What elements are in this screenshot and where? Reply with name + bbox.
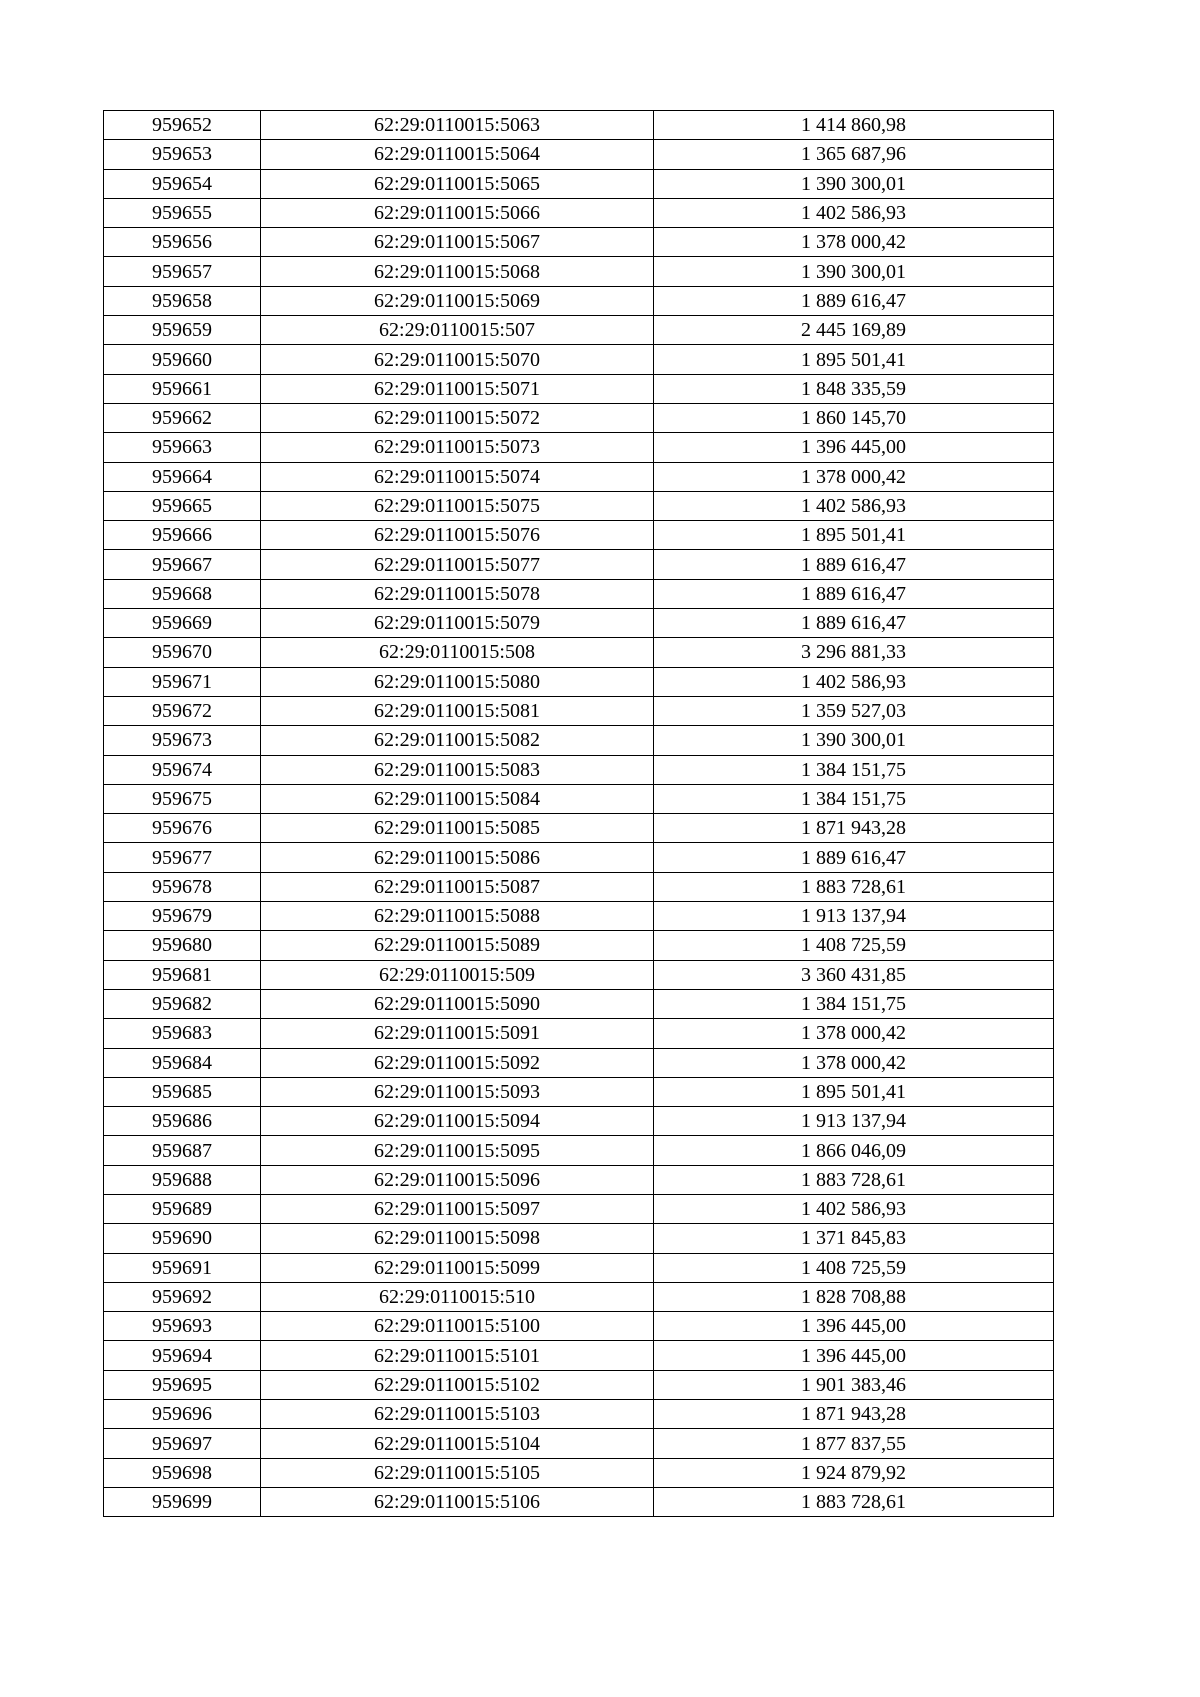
table-row <box>104 1077 1054 1106</box>
cadastral-number-cell: 62:29:0110015:5102 <box>261 1370 654 1399</box>
row-number-cell: 959668 <box>104 579 261 608</box>
cadastral-value-cell: 1 408 725,59 <box>654 931 1054 960</box>
row-number-cell: 959664 <box>104 462 261 491</box>
cadastral-number-cell: 62:29:0110015:507 <box>261 316 654 345</box>
row-number-cell: 959659 <box>104 316 261 345</box>
table-row <box>104 286 1054 315</box>
table-row <box>104 228 1054 257</box>
cadastral-value-cell: 3 360 431,85 <box>654 960 1054 989</box>
cadastral-number-cell: 62:29:0110015:5088 <box>261 902 654 931</box>
row-number-cell: 959698 <box>104 1458 261 1487</box>
cadastral-number-cell: 62:29:0110015:5084 <box>261 784 654 813</box>
cadastral-number-cell: 62:29:0110015:5092 <box>261 1048 654 1077</box>
row-number-cell: 959686 <box>104 1107 261 1136</box>
table-row <box>104 198 1054 227</box>
row-number-cell: 959674 <box>104 755 261 784</box>
table-row <box>104 169 1054 198</box>
table-row <box>104 638 1054 667</box>
cadastral-value-cell: 1 883 728,61 <box>654 1165 1054 1194</box>
cadastral-number-cell: 62:29:0110015:5095 <box>261 1136 654 1165</box>
table-row <box>104 111 1054 140</box>
row-number-cell: 959695 <box>104 1370 261 1399</box>
table-row <box>104 1370 1054 1399</box>
cadastral-value-cell: 1 883 728,61 <box>654 1487 1054 1516</box>
cadastral-value-cell: 1 402 586,93 <box>654 1194 1054 1223</box>
cadastral-value-cell: 1 871 943,28 <box>654 814 1054 843</box>
cadastral-value-cell: 1 359 527,03 <box>654 696 1054 725</box>
cadastral-number-cell: 62:29:0110015:5083 <box>261 755 654 784</box>
cadastral-number-cell: 62:29:0110015:5105 <box>261 1458 654 1487</box>
row-number-cell: 959660 <box>104 345 261 374</box>
table-row <box>104 609 1054 638</box>
row-number-cell: 959696 <box>104 1400 261 1429</box>
table-row <box>104 1282 1054 1311</box>
cadastral-number-cell: 62:29:0110015:508 <box>261 638 654 667</box>
table-row <box>104 257 1054 286</box>
cadastral-number-cell: 62:29:0110015:5082 <box>261 726 654 755</box>
table-row <box>104 1341 1054 1370</box>
table-row <box>104 755 1054 784</box>
table-row <box>104 1400 1054 1429</box>
table-row <box>104 491 1054 520</box>
table-row <box>104 814 1054 843</box>
cadastral-value-cell: 1 384 151,75 <box>654 989 1054 1018</box>
table-row <box>104 403 1054 432</box>
row-number-cell: 959692 <box>104 1282 261 1311</box>
table-row <box>104 931 1054 960</box>
cadastral-number-cell: 62:29:0110015:5077 <box>261 550 654 579</box>
cadastral-value-cell: 1 396 445,00 <box>654 1341 1054 1370</box>
cadastral-number-cell: 62:29:0110015:5096 <box>261 1165 654 1194</box>
row-number-cell: 959684 <box>104 1048 261 1077</box>
cadastral-number-cell: 62:29:0110015:5065 <box>261 169 654 198</box>
cadastral-value-cell: 1 895 501,41 <box>654 345 1054 374</box>
row-number-cell: 959655 <box>104 198 261 227</box>
cadastral-number-cell: 62:29:0110015:5063 <box>261 111 654 140</box>
table-row <box>104 1458 1054 1487</box>
table-row <box>104 1224 1054 1253</box>
cadastral-value-cell: 1 889 616,47 <box>654 286 1054 315</box>
row-number-cell: 959676 <box>104 814 261 843</box>
table-row <box>104 667 1054 696</box>
cadastral-value-cell: 1 390 300,01 <box>654 726 1054 755</box>
table-row <box>104 1048 1054 1077</box>
cadastral-value-cell: 1 848 335,59 <box>654 374 1054 403</box>
row-number-cell: 959665 <box>104 491 261 520</box>
cadastral-number-cell: 62:29:0110015:5099 <box>261 1253 654 1282</box>
cadastral-value-cell: 1 866 046,09 <box>654 1136 1054 1165</box>
table-row <box>104 1194 1054 1223</box>
row-number-cell: 959657 <box>104 257 261 286</box>
row-number-cell: 959678 <box>104 872 261 901</box>
row-number-cell: 959697 <box>104 1429 261 1458</box>
cadastral-number-cell: 62:29:0110015:5075 <box>261 491 654 520</box>
cadastral-number-cell: 62:29:0110015:5104 <box>261 1429 654 1458</box>
cadastral-value-cell: 1 889 616,47 <box>654 550 1054 579</box>
cadastral-number-cell: 62:29:0110015:5073 <box>261 433 654 462</box>
table-body <box>104 111 1054 1517</box>
cadastral-value-cell: 1 378 000,42 <box>654 228 1054 257</box>
table-row <box>104 579 1054 608</box>
cadastral-number-cell: 62:29:0110015:5094 <box>261 1107 654 1136</box>
cadastral-number-cell: 62:29:0110015:510 <box>261 1282 654 1311</box>
table-row <box>104 345 1054 374</box>
table-row <box>104 1487 1054 1516</box>
cadastral-value-cell: 1 384 151,75 <box>654 784 1054 813</box>
row-number-cell: 959687 <box>104 1136 261 1165</box>
cadastral-value-cell: 1 889 616,47 <box>654 579 1054 608</box>
row-number-cell: 959691 <box>104 1253 261 1282</box>
table-row <box>104 1165 1054 1194</box>
cadastral-value-cell: 1 402 586,93 <box>654 198 1054 227</box>
row-number-cell: 959675 <box>104 784 261 813</box>
table-row <box>104 433 1054 462</box>
row-number-cell: 959693 <box>104 1312 261 1341</box>
cadastral-value-cell: 1 396 445,00 <box>654 1312 1054 1341</box>
cadastral-number-cell: 62:29:0110015:5078 <box>261 579 654 608</box>
cadastral-value-cell: 1 390 300,01 <box>654 257 1054 286</box>
cadastral-number-cell: 62:29:0110015:5068 <box>261 257 654 286</box>
table-row <box>104 1136 1054 1165</box>
cadastral-number-cell: 62:29:0110015:5091 <box>261 1019 654 1048</box>
cadastral-value-cell: 1 883 728,61 <box>654 872 1054 901</box>
cadastral-number-cell: 62:29:0110015:5080 <box>261 667 654 696</box>
cadastral-value-cell: 1 889 616,47 <box>654 843 1054 872</box>
cadastral-value-cell: 1 384 151,75 <box>654 755 1054 784</box>
table-row <box>104 140 1054 169</box>
table-row <box>104 550 1054 579</box>
row-number-cell: 959661 <box>104 374 261 403</box>
cadastral-value-cell: 1 877 837,55 <box>654 1429 1054 1458</box>
cadastral-value-cell: 1 365 687,96 <box>654 140 1054 169</box>
row-number-cell: 959669 <box>104 609 261 638</box>
cadastral-number-cell: 62:29:0110015:5069 <box>261 286 654 315</box>
cadastral-value-cell: 1 378 000,42 <box>654 1048 1054 1077</box>
row-number-cell: 959699 <box>104 1487 261 1516</box>
cadastral-value-cell: 1 871 943,28 <box>654 1400 1054 1429</box>
cadastral-number-cell: 62:29:0110015:5098 <box>261 1224 654 1253</box>
cadastral-number-cell: 62:29:0110015:5093 <box>261 1077 654 1106</box>
row-number-cell: 959653 <box>104 140 261 169</box>
cadastral-value-cell: 1 895 501,41 <box>654 521 1054 550</box>
row-number-cell: 959673 <box>104 726 261 755</box>
row-number-cell: 959681 <box>104 960 261 989</box>
table-row <box>104 960 1054 989</box>
cadastral-number-cell: 62:29:0110015:5089 <box>261 931 654 960</box>
cadastral-number-cell: 62:29:0110015:509 <box>261 960 654 989</box>
cadastral-value-table <box>103 110 1054 1517</box>
cadastral-number-cell: 62:29:0110015:5101 <box>261 1341 654 1370</box>
cadastral-number-cell: 62:29:0110015:5076 <box>261 521 654 550</box>
row-number-cell: 959666 <box>104 521 261 550</box>
cadastral-value-cell: 1 913 137,94 <box>654 1107 1054 1136</box>
cadastral-number-cell: 62:29:0110015:5072 <box>261 403 654 432</box>
row-number-cell: 959682 <box>104 989 261 1018</box>
cadastral-value-cell: 3 296 881,33 <box>654 638 1054 667</box>
cadastral-number-cell: 62:29:0110015:5090 <box>261 989 654 1018</box>
row-number-cell: 959685 <box>104 1077 261 1106</box>
cadastral-number-cell: 62:29:0110015:5066 <box>261 198 654 227</box>
cadastral-value-cell: 1 408 725,59 <box>654 1253 1054 1282</box>
cadastral-value-cell: 1 828 708,88 <box>654 1282 1054 1311</box>
table-row <box>104 1107 1054 1136</box>
cadastral-number-cell: 62:29:0110015:5100 <box>261 1312 654 1341</box>
cadastral-value-cell: 1 402 586,93 <box>654 491 1054 520</box>
table-row <box>104 374 1054 403</box>
table-row <box>104 902 1054 931</box>
cadastral-number-cell: 62:29:0110015:5064 <box>261 140 654 169</box>
row-number-cell: 959672 <box>104 696 261 725</box>
table-row <box>104 1312 1054 1341</box>
table-row <box>104 696 1054 725</box>
row-number-cell: 959663 <box>104 433 261 462</box>
table-row <box>104 843 1054 872</box>
cadastral-value-cell: 1 371 845,83 <box>654 1224 1054 1253</box>
table-row <box>104 784 1054 813</box>
row-number-cell: 959677 <box>104 843 261 872</box>
cadastral-number-cell: 62:29:0110015:5070 <box>261 345 654 374</box>
row-number-cell: 959667 <box>104 550 261 579</box>
row-number-cell: 959670 <box>104 638 261 667</box>
table-row <box>104 1019 1054 1048</box>
table-row <box>104 462 1054 491</box>
cadastral-value-cell: 1 889 616,47 <box>654 609 1054 638</box>
row-number-cell: 959658 <box>104 286 261 315</box>
table-row <box>104 1253 1054 1282</box>
cadastral-number-cell: 62:29:0110015:5081 <box>261 696 654 725</box>
cadastral-value-cell: 1 396 445,00 <box>654 433 1054 462</box>
row-number-cell: 959690 <box>104 1224 261 1253</box>
row-number-cell: 959662 <box>104 403 261 432</box>
row-number-cell: 959671 <box>104 667 261 696</box>
cadastral-value-cell: 1 390 300,01 <box>654 169 1054 198</box>
row-number-cell: 959656 <box>104 228 261 257</box>
cadastral-number-cell: 62:29:0110015:5067 <box>261 228 654 257</box>
table-row <box>104 872 1054 901</box>
table-row <box>104 316 1054 345</box>
cadastral-number-cell: 62:29:0110015:5103 <box>261 1400 654 1429</box>
cadastral-number-cell: 62:29:0110015:5086 <box>261 843 654 872</box>
cadastral-value-cell: 1 901 383,46 <box>654 1370 1054 1399</box>
table-row <box>104 521 1054 550</box>
cadastral-value-cell: 1 895 501,41 <box>654 1077 1054 1106</box>
row-number-cell: 959683 <box>104 1019 261 1048</box>
cadastral-value-cell: 2 445 169,89 <box>654 316 1054 345</box>
cadastral-value-cell: 1 414 860,98 <box>654 111 1054 140</box>
cadastral-number-cell: 62:29:0110015:5074 <box>261 462 654 491</box>
row-number-cell: 959689 <box>104 1194 261 1223</box>
row-number-cell: 959688 <box>104 1165 261 1194</box>
cadastral-number-cell: 62:29:0110015:5097 <box>261 1194 654 1223</box>
table-row <box>104 1429 1054 1458</box>
cadastral-value-cell: 1 860 145,70 <box>654 403 1054 432</box>
row-number-cell: 959680 <box>104 931 261 960</box>
cadastral-number-cell: 62:29:0110015:5079 <box>261 609 654 638</box>
row-number-cell: 959654 <box>104 169 261 198</box>
cadastral-value-cell: 1 402 586,93 <box>654 667 1054 696</box>
cadastral-number-cell: 62:29:0110015:5106 <box>261 1487 654 1516</box>
cadastral-value-cell: 1 378 000,42 <box>654 462 1054 491</box>
table-row <box>104 726 1054 755</box>
row-number-cell: 959694 <box>104 1341 261 1370</box>
cadastral-value-cell: 1 378 000,42 <box>654 1019 1054 1048</box>
cadastral-number-cell: 62:29:0110015:5087 <box>261 872 654 901</box>
cadastral-number-cell: 62:29:0110015:5085 <box>261 814 654 843</box>
cadastral-number-cell: 62:29:0110015:5071 <box>261 374 654 403</box>
table-row <box>104 989 1054 1018</box>
row-number-cell: 959652 <box>104 111 261 140</box>
row-number-cell: 959679 <box>104 902 261 931</box>
cadastral-value-cell: 1 924 879,92 <box>654 1458 1054 1487</box>
cadastral-value-cell: 1 913 137,94 <box>654 902 1054 931</box>
